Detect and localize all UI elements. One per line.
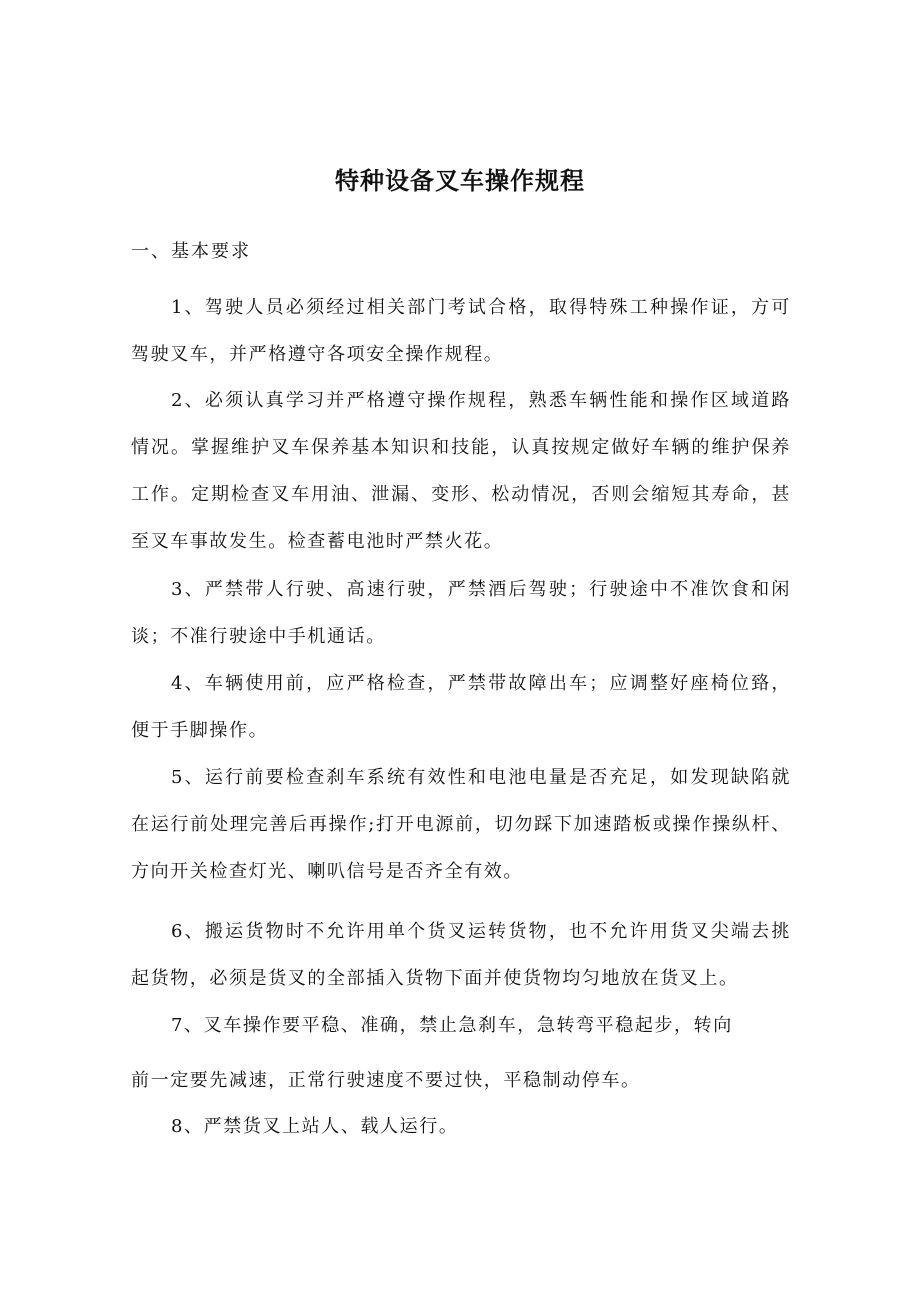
section-heading: 一、基本要求 — [131, 241, 251, 262]
paragraph-5: 5、运行前要检查刹车系统有效性和电池电量是否充足，如发现缺陷就在运行前处理完善后再操作;打开电源前，切勿踩下加速踏板或操作操纵杆、方向开关检查灯光、喇叭信号是否齐全有效。 — [131, 767, 791, 882]
paragraph-4: 4、车辆使用前，应严格检查，严禁带故障出车；应调整好座椅位臵，便于手脚操作。 — [131, 673, 791, 741]
paragraph-2: 2、必须认真学习并严格遵守操作规程，熟悉车辆性能和操作区域道路情况。掌握维护叉车保养基本知识和技能，认真按规定做好车辆的维护保养工作。定期检查叉车用油、泄漏、变形、松动情况，否则会缩短其寿命，甚至叉车事故发生。检查蓄电池时严禁火花。 — [131, 390, 791, 552]
document-title: 特种设备叉车操作规程 — [335, 167, 585, 195]
paragraph-7-line-1: 7、叉车操作要平稳、准确，禁止急刹车，急转弯平稳起步，转向 — [171, 1015, 733, 1036]
paragraph-3: 3、严禁带人行驶、高速行驶，严禁酒后驾驶；行驶途中不准饮食和闲谈；不准行驶途中手机通话。 — [131, 579, 791, 647]
paragraph-6: 6、搬运货物时不允许用单个货叉运转货物，也不允许用货叉尖端去挑起货物，必须是货叉的全部插入货物下面并使货物均匀地放在货叉上。 — [131, 921, 791, 989]
paragraph-7-line-2: 前一定要先减速，正常行驶速度不要过快，平稳制动停车。 — [131, 1070, 641, 1091]
paragraph-8: 8、严禁货叉上站人、载人运行。 — [171, 1116, 459, 1137]
paragraph-1: 1、驾驶人员必须经过相关部门考试合格，取得特殊工种操作证，方可驾驶叉车，并严格遵守各项安全操作规程。 — [131, 297, 791, 365]
